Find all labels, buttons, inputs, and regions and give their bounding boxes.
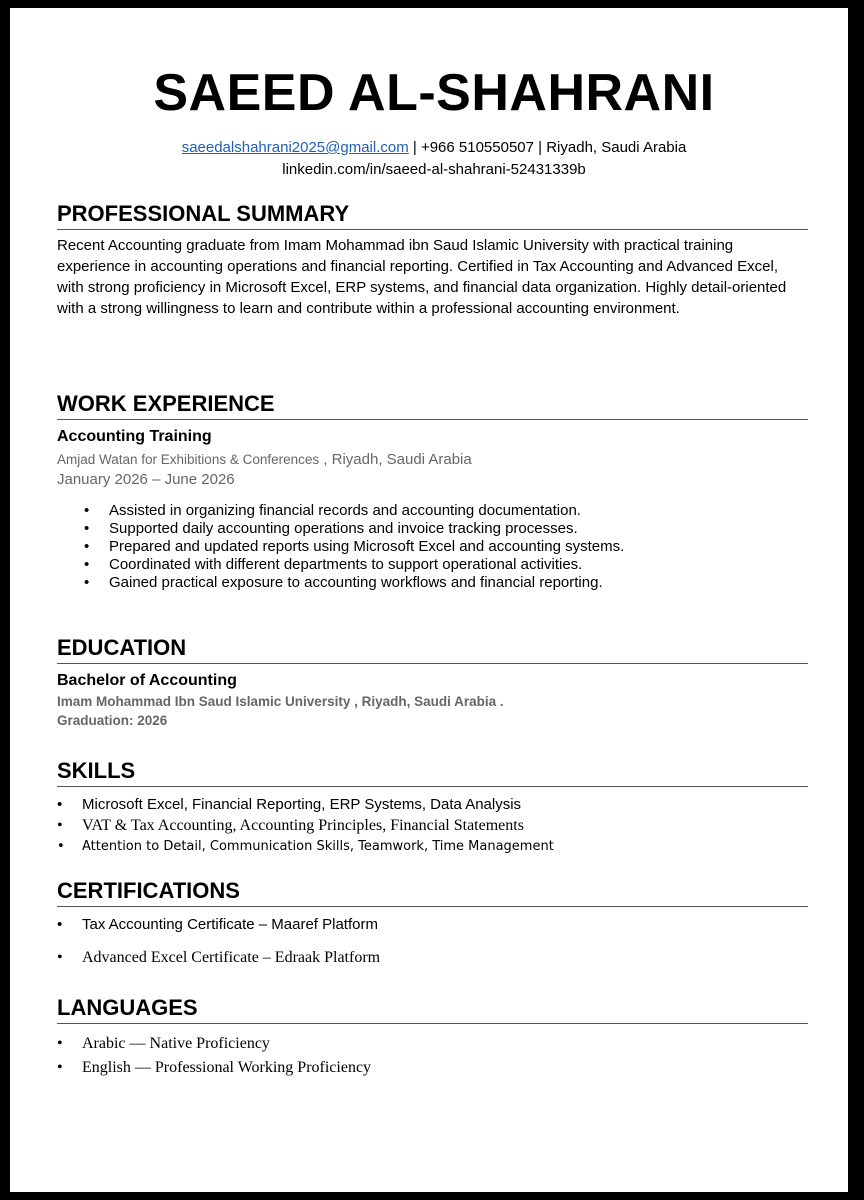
languages-heading: LANGUAGES <box>57 995 808 1024</box>
linkedin-url: linkedin.com/in/saeed-al-shahrani-52431339b <box>282 161 586 178</box>
list-item: • Supported daily accounting operations and invoice tracking processes. <box>84 520 624 538</box>
list-item: • Microsoft Excel, Financial Reporting, ERP Systems, Data Analysis <box>57 794 554 815</box>
list-item: • Assisted in organizing financial records and accounting documentation. <box>84 502 624 520</box>
certifications-heading: CERTIFICATIONS <box>57 878 808 907</box>
work-heading: WORK EXPERIENCE <box>57 391 808 420</box>
work-bullet-list <box>84 502 624 592</box>
summary-text: Recent Accounting graduate from Imam Mohammad ibn Saud Islamic University with practical training experience in accounting operations and financial reporting. Certified in Tax Accounting and Advanced Excel, with strong proficiency in Microsoft Excel, ERP systems, and financial data organization. Highly detail-oriented with a strong willingness to learn and contribute within a professional accounting environment. <box>57 237 787 317</box>
degree-title: Bachelor of Accounting <box>57 672 237 689</box>
list-item: • VAT & Tax Accounting, Accounting Principles, Financial Statements <box>57 815 554 837</box>
languages-list <box>57 1032 371 1080</box>
company-line <box>57 451 472 468</box>
skills-list <box>57 794 554 857</box>
list-item: • English — Professional Working Proficiency <box>57 1056 371 1080</box>
resume-page <box>10 8 848 1192</box>
list-item: • Gained practical exposure to accounting workflows and financial reporting. <box>84 574 624 592</box>
job-location: , Riyadh, Saudi Arabia <box>319 451 472 468</box>
contact-details: | +966 510550507 | Riyadh, Saudi Arabia <box>408 139 687 156</box>
education-heading: EDUCATION <box>57 635 808 664</box>
list-item: • Arabic — Native Proficiency <box>57 1032 371 1056</box>
company-name: Amjad Watan for Exhibitions & Conferences <box>57 452 320 467</box>
graduation-year: Graduation: 2026 <box>57 713 168 728</box>
list-item: • Advanced Excel Certificate – Edraak Platform <box>57 947 380 969</box>
summary-heading: PROFESSIONAL SUMMARY <box>57 201 808 230</box>
list-item: • Prepared and updated reports using Microsoft Excel and accounting systems. <box>84 538 624 556</box>
candidate-name: SAEED AL-SHAHRANI <box>153 64 715 122</box>
job-dates: January 2026 – June 2026 <box>57 471 235 488</box>
list-item: • Coordinated with different departments to support operational activities. <box>84 556 624 574</box>
contact-line <box>10 139 848 156</box>
school-name: Imam Mohammad Ibn Saud Islamic University , Riyadh, Saudi Arabia . <box>57 694 504 709</box>
list-item: • Tax Accounting Certificate – Maaref Platform <box>57 914 380 935</box>
certifications-list <box>57 914 380 969</box>
job-title: Accounting Training <box>57 428 212 445</box>
skills-heading: SKILLS <box>57 758 808 787</box>
email-link[interactable]: saeedalshahrani2025@gmail.com <box>181 139 409 156</box>
list-item: • Attention to Detail, Communication Skills, Teamwork, Time Management <box>57 837 554 857</box>
